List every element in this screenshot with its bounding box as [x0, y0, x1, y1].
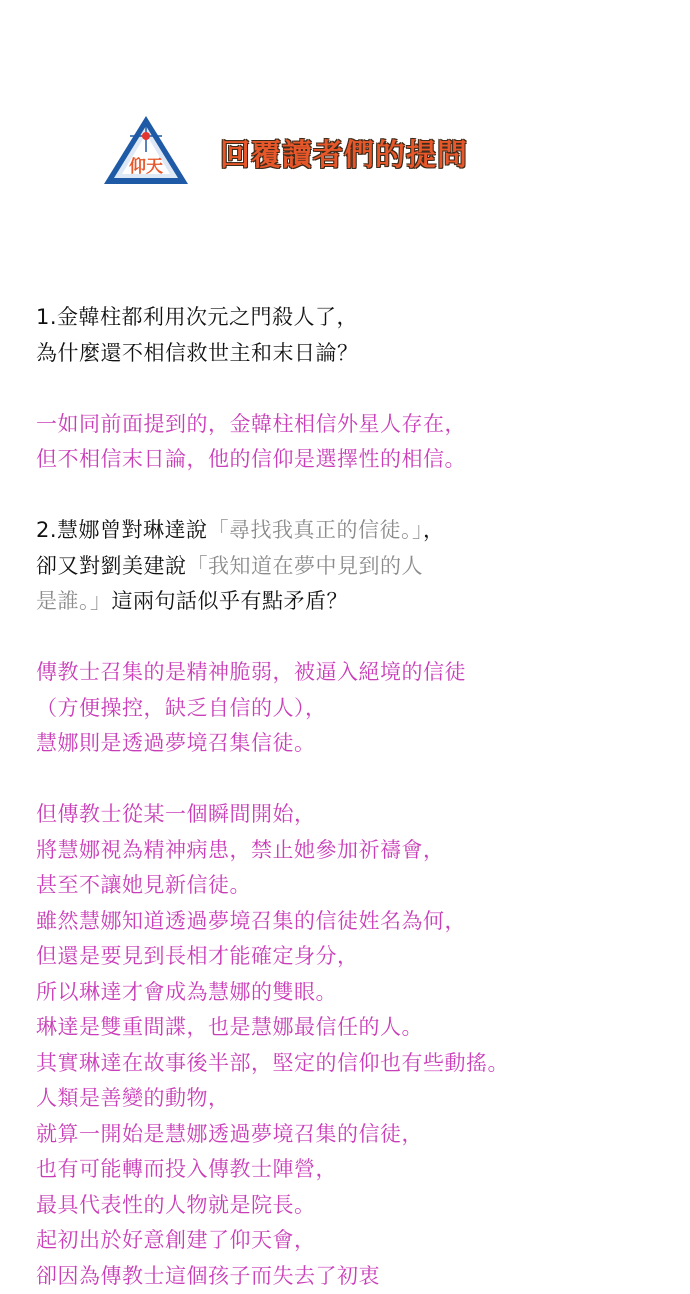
quote-text: 是誰。」 — [36, 589, 112, 613]
yangtian-logo — [100, 112, 192, 188]
question-2-line-3 — [36, 584, 676, 620]
answer-2-line: 最具代表性的人物就是院長。 — [36, 1188, 676, 1224]
question-2-line-2 — [36, 549, 676, 585]
qa-content — [36, 300, 676, 1294]
question-2-line-1 — [36, 513, 676, 549]
answer-2-line: 人類是善變的動物， — [36, 1081, 676, 1117]
question-2-text: 這兩句話似乎有點矛盾？ — [112, 589, 349, 613]
question-2-text: 2.慧娜曾對琳達說 — [36, 518, 208, 542]
answer-2-line: 但傳教士從某一個瞬間開始， — [36, 797, 676, 833]
answer-2-line: 也有可能轉而投入傳教士陣營， — [36, 1152, 676, 1188]
answer-2-line: 就算一開始是慧娜透過夢境召集的信徒， — [36, 1117, 676, 1153]
header — [0, 0, 690, 260]
answer-2-line: 其實琳達在故事後半部，堅定的信仰也有些動搖。 — [36, 1046, 676, 1082]
answer-2-line: 卻因為傳教士這個孩子而失去了初衷 — [36, 1259, 676, 1294]
answer-2-line: 慧娜則是透過夢境召集信徒。 — [36, 726, 676, 762]
page-title: 回覆讀者們的提問 — [220, 130, 468, 174]
answer-2-line: 所以琳達才會成為慧娜的雙眼。 — [36, 975, 676, 1011]
answer-2-line: 將慧娜視為精神病患，禁止她參加祈禱會， — [36, 833, 676, 869]
question-2-text: 卻又對劉美建說 — [36, 554, 187, 578]
quote-text: 「尋找我真正的信徒。」 — [208, 518, 424, 542]
quote-text: 「我知道在夢中見到的人 — [187, 554, 424, 578]
answer-2-line: 起初出於好意創建了仰天會， — [36, 1223, 676, 1259]
logo-text: 仰天 — [124, 152, 168, 177]
answer-1-line-1: 一如同前面提到的，金韓柱相信外星人存在， — [36, 407, 676, 443]
answer-1-line-2: 但不相信末日論，他的信仰是選擇性的相信。 — [36, 442, 676, 478]
answer-2-line: （方便操控，缺乏自信的人）， — [36, 691, 676, 727]
answer-2-line: 琳達是雙重間諜，也是慧娜最信任的人。 — [36, 1010, 676, 1046]
answer-2-line: 但還是要見到長相才能確定身分， — [36, 939, 676, 975]
question-1-line-1: 1.金韓柱都利用次元之門殺人了， — [36, 300, 676, 336]
answer-2-line: 甚至不讓她見新信徒。 — [36, 868, 676, 904]
answer-2-line: 雖然慧娜知道透過夢境召集的信徒姓名為何， — [36, 904, 676, 940]
question-2-text: ， — [423, 518, 445, 542]
question-1-line-2: 為什麼還不相信救世主和末日論？ — [36, 336, 676, 372]
answer-2-line: 傳教士召集的是精神脆弱，被逼入絕境的信徒 — [36, 655, 676, 691]
